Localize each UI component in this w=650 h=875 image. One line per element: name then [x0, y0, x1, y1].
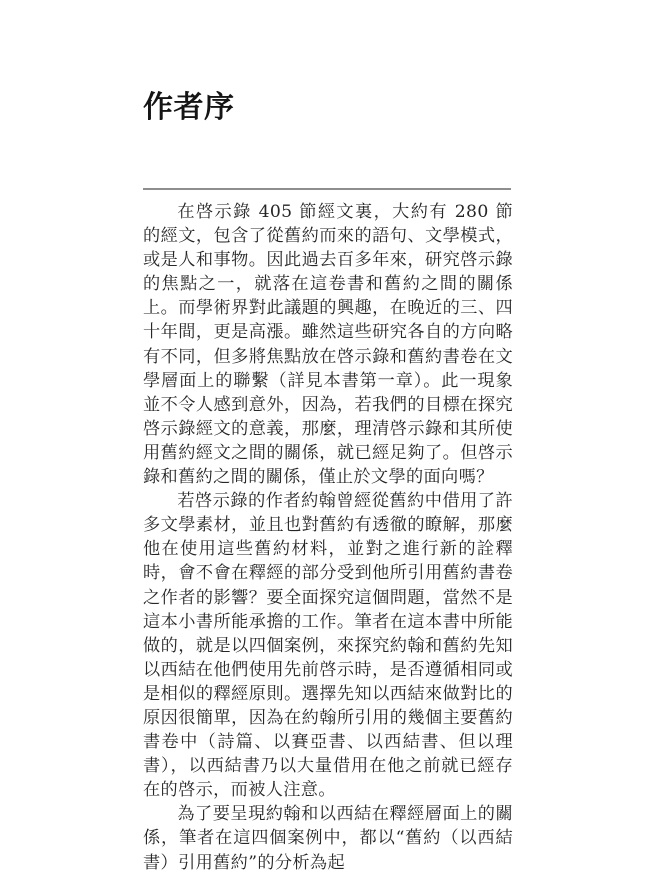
paragraph-3: 為了要呈現約翰和以西結在釋經層面上的關係，筆者在這四個案例中，都以“舊約（以西結書）引用舊約”的分析為起	[143, 804, 513, 873]
page-title: 作者序	[143, 90, 235, 126]
paragraph-1: 在啓示錄 405 節經文裏，大約有 280 節的經文，包含了從舊約而來的語句、文學模式，或是人和事物。因此過去百多年來，研究啓示錄的焦點之一，就落在這卷書和舊約之間的關係上。而學術界對此議題的興趣，在晚近的三、四十年間，更是高漲。雖然這些研究各自的方向略有不同，但多將焦點放在啓示錄和舊約書卷在文學層面上的聯繫（詳見本書第一章）。此一現象並不令人感到意外，因為，若我們的目標在探究啓示錄經文的意義，那麼，理清啓示錄和其所使用舊約經文之間的關係，就已經足夠了。但啓示錄和舊約之間的關係，僅止於文學的面向嗎？	[143, 202, 513, 488]
title-divider	[143, 188, 511, 190]
paragraph-2: 若啓示錄的作者約翰曾經從舊約中借用了許多文學素材，並且也對舊約有透徹的瞭解，那麼他在使用這些舊約材料，並對之進行新的詮釋時，會不會在釋經的部分受到他所引用舊約書卷之作者的影響？要全面探究這個問題，當然不是這本小書所能承擔的工作。筆者在這本書中所能做的，就是以四個案例，來探究約翰和舊約先知以西結在他們使用先前啓示時，是否遵循相同或是相似的釋經原則。選擇先知以西結來做對比的原因很簡單，因為在約翰所引用的幾個主要舊約書卷中（詩篇、以賽亞書、以西結書、但以理書），以西結書乃以大量借用在他之前就已經存在的啓示，而被人注意。	[143, 491, 513, 801]
body-text-block	[143, 200, 513, 875]
